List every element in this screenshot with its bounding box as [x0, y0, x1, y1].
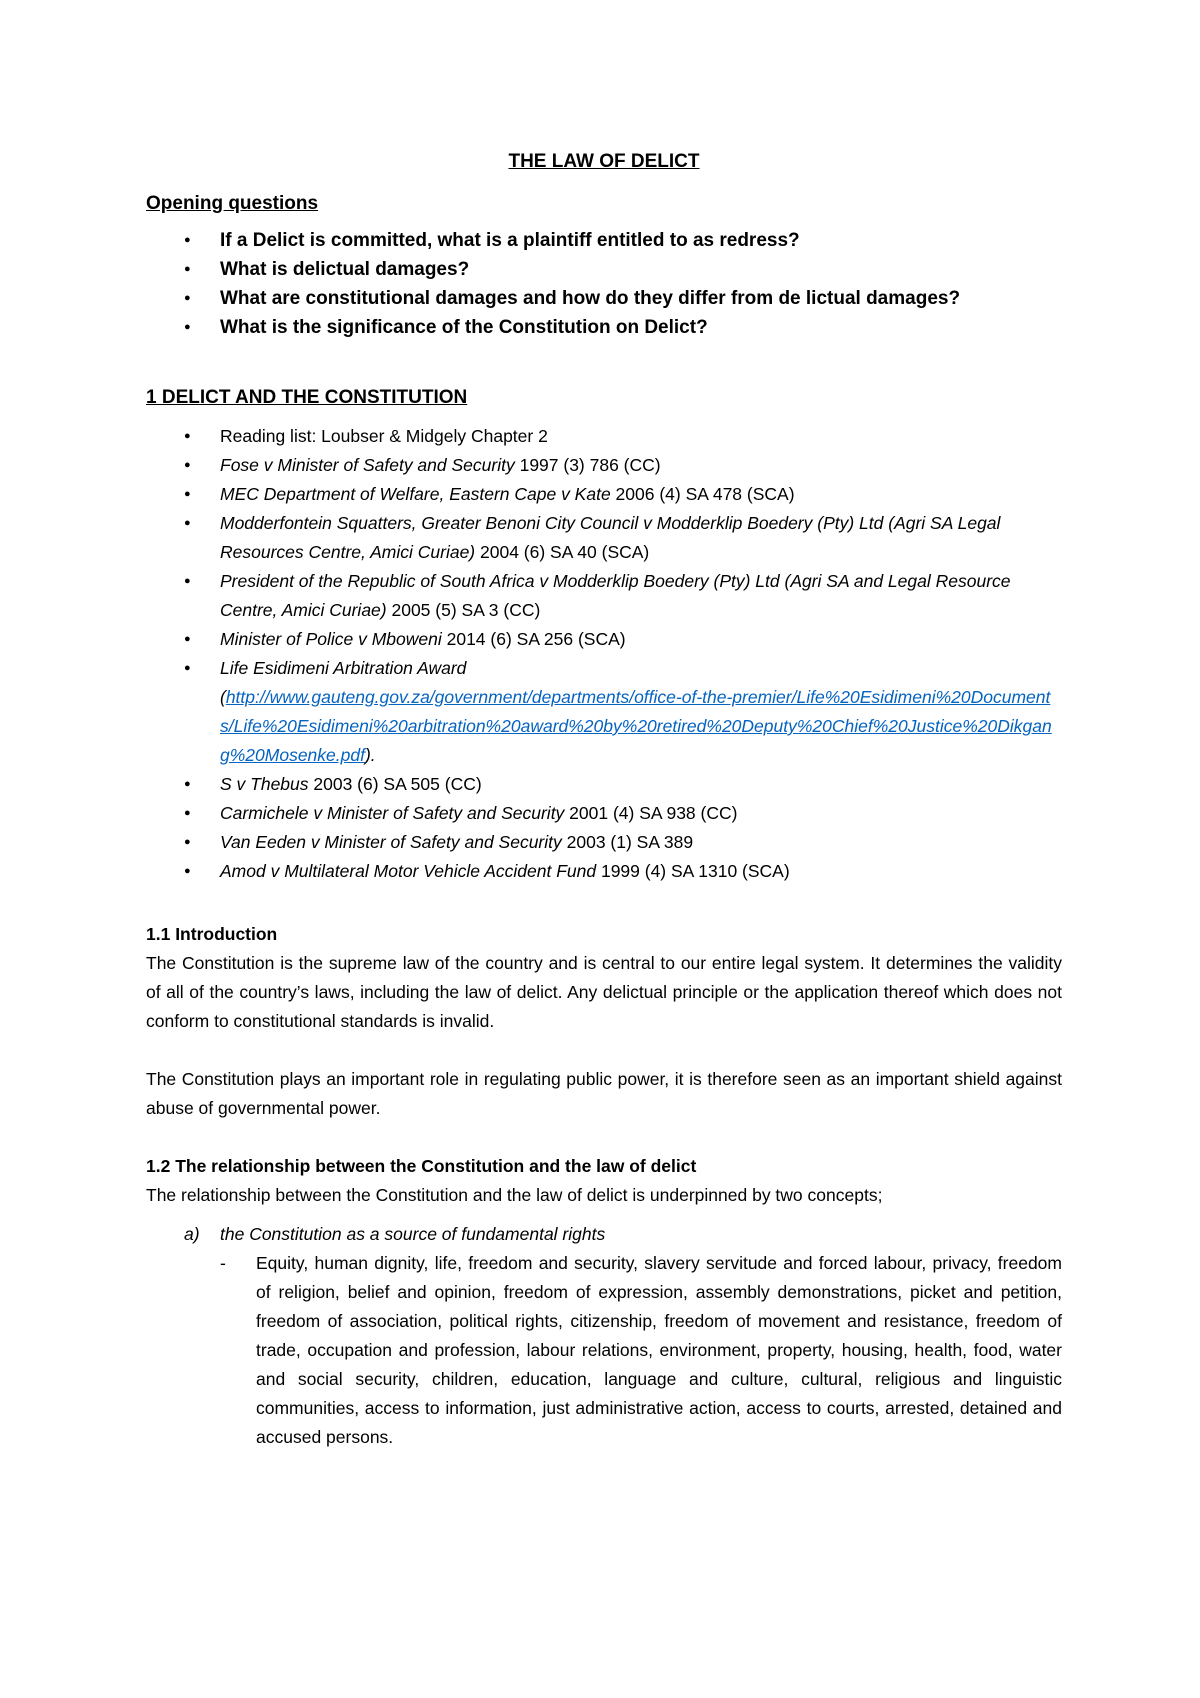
- list-item: [146, 509, 1062, 567]
- introduction-paragraph-2: The Constitution plays an important role in regulating public power, it is therefore seen as an important shield against abuse of governmental power.: [146, 1069, 1062, 1118]
- case-citation: 2005 (5) SA 3 (CC): [386, 600, 541, 620]
- concept-a-label: a): [184, 1224, 200, 1244]
- concept-a: [146, 1220, 1062, 1249]
- case-citation: 2004 (6) SA 40 (SCA): [475, 542, 650, 562]
- opening-questions-heading: Opening questions: [146, 193, 319, 214]
- link-open-paren: (: [220, 687, 226, 707]
- case-name: Carmichele v Minister of Safety and Security: [220, 803, 565, 823]
- list-item: [146, 625, 1062, 654]
- list-item: [146, 654, 1062, 770]
- case-name: Life Esidimeni Arbitration Award: [220, 658, 467, 678]
- list-item: [146, 799, 1062, 828]
- case-name: Amod v Multilateral Motor Vehicle Accident Fund: [220, 861, 597, 881]
- document-title: THE LAW OF DELICT: [508, 151, 700, 172]
- list-item: [146, 480, 1062, 509]
- case-citation: 2001 (4) SA 938 (CC): [564, 803, 738, 823]
- case-name: President of the Republic of South Africa v Modderklip Boedery (Pty) Ltd (Agri SA and Legal Resource Centre, Amici Curiae): [220, 571, 1011, 620]
- introduction-heading: 1.1 Introduction: [146, 924, 278, 944]
- list-item: [146, 567, 1062, 625]
- case-name: Modderfontein Squatters, Greater Benoni City Council v Modderklip Boedery (Pty) Ltd (Agri SA Legal Resources Centre, Amici Curiae): [220, 513, 1001, 562]
- case-name: MEC Department of Welfare, Eastern Cape v Kate: [220, 484, 611, 504]
- introduction-paragraph-1: The Constitution is the supreme law of the country and is central to our entire legal system. It determines the validity of all of the country’s laws, including the law of delict. Any delictual principle or the application thereof which does not conform to constitutional standards is invalid.: [146, 953, 1062, 1031]
- opening-questions-list: [146, 226, 1062, 342]
- list-item: ● What is the significance of the Constitution on Delict?: [146, 313, 1062, 342]
- concept-a-text: the Constitution as a source of fundamental rights: [220, 1224, 606, 1244]
- case-name: S v Thebus: [220, 774, 309, 794]
- relationship-paragraph: The relationship between the Constitution and the law of delict is underpinned by two concepts;: [146, 1185, 883, 1205]
- section-1-heading: 1 DELICT AND THE CONSTITUTION: [146, 387, 468, 408]
- link-close-paren: ).: [364, 745, 376, 765]
- list-item: ● If a Delict is committed, what is a plaintiff entitled to as redress?: [146, 226, 1062, 255]
- life-esidimeni-link[interactable]: http://www.gauteng.gov.za/government/departments/office-of-the-premier/Life%20Esidimeni%20Documents/Life%20Esidimeni%20arbitration%20award%20by%20retired%20Deputy%20Chief%20Justice%20Dikgang%20Mosenke.pdf: [220, 687, 1052, 765]
- list-item: [146, 857, 1062, 886]
- reading-list: [146, 422, 1062, 886]
- list-item: ● What is delictual damages?: [146, 255, 1062, 284]
- case-name: Minister of Police v Mboweni: [220, 629, 442, 649]
- case-name: Van Eeden v Minister of Safety and Security: [220, 832, 562, 852]
- list-item: [146, 770, 1062, 799]
- case-name: Fose v Minister of Safety and Security: [220, 455, 515, 475]
- reading-text: Reading list: Loubser & Midgely Chapter 2: [220, 426, 548, 446]
- list-item: [146, 422, 1062, 451]
- case-citation: 2006 (4) SA 478 (SCA): [610, 484, 795, 504]
- case-citation: 2003 (6) SA 505 (CC): [308, 774, 482, 794]
- case-citation: 1999 (4) SA 1310 (SCA): [596, 861, 790, 881]
- rights-list-item: [146, 1249, 1062, 1452]
- list-item: [146, 828, 1062, 857]
- rights-text: Equity, human dignity, life, freedom and security, slavery servitude and forced labour, privacy, freedom of religion, belief and opinion, freedom of expression, assembly demonstrations, picket and petition, freedom of association, political rights, citizenship, freedom of movement and resistance, freedom of trade, occupation and profession, labour relations, environment, property, housing, health, food, water and social security, children, education, language and culture, cultural, religious and linguistic communities, access to information, just administrative action, access to courts, arrested, detained and accused persons.: [256, 1253, 1062, 1447]
- relationship-heading: 1.2 The relationship between the Constitution and the law of delict: [146, 1156, 697, 1176]
- case-citation: 2003 (1) SA 389: [561, 832, 694, 852]
- case-citation: 1997 (3) 786 (CC): [514, 455, 661, 475]
- case-citation: 2014 (6) SA 256 (SCA): [441, 629, 626, 649]
- dash-marker: -: [220, 1253, 226, 1273]
- list-item: ● What are constitutional damages and how do they differ from de lictual damages?: [146, 284, 1062, 313]
- list-item: [146, 451, 1062, 480]
